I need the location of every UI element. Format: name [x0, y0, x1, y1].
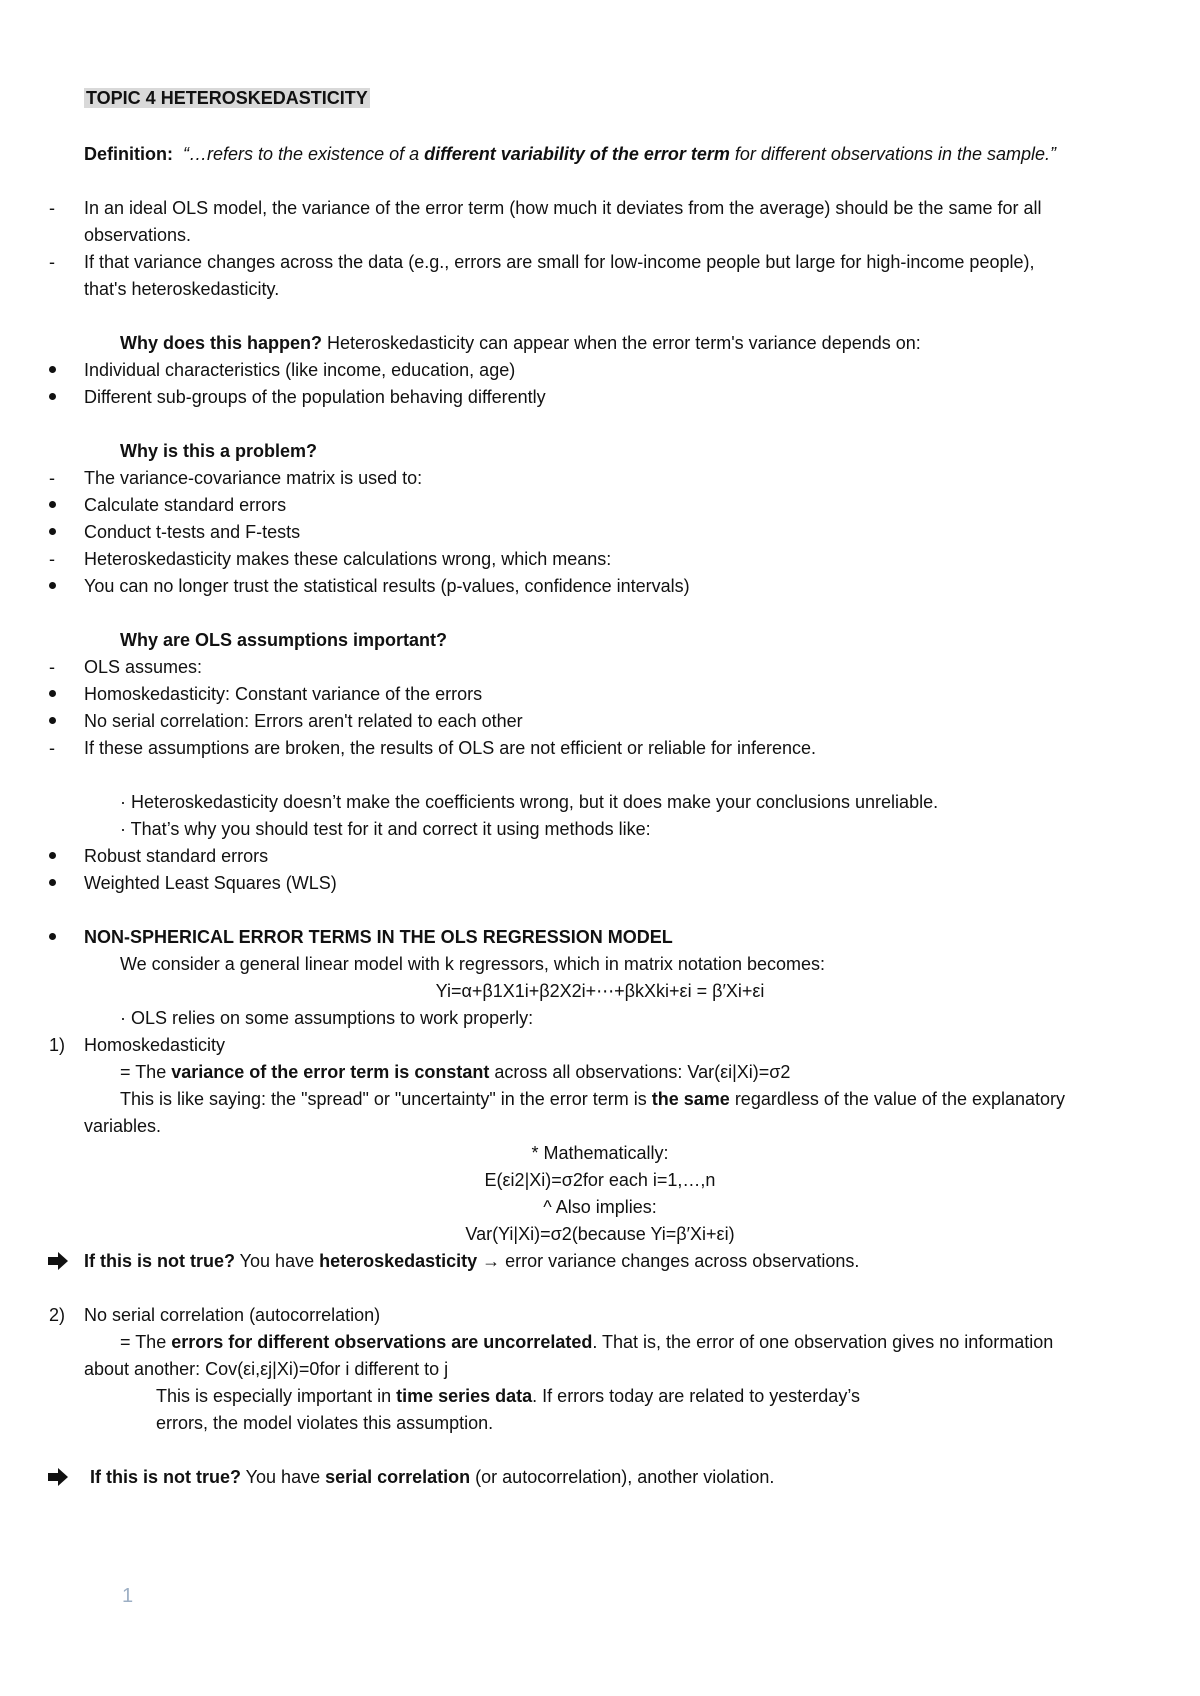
page-title: TOPIC 4 HETEROSKEDASTICITY — [86, 88, 368, 108]
body-line: errors, the model violates this assumption. — [156, 1413, 494, 1433]
intro-line: that's heteroskedasticity. — [84, 279, 280, 299]
body-line: = The errors for different observations are uncorrelated. That is, the error of one observation gives no information — [120, 1332, 1054, 1352]
list-item: Individual characteristics (like income, education, age) — [84, 360, 516, 380]
bullet-dot — [49, 501, 56, 508]
list-item: OLS assumes: — [84, 657, 203, 677]
consequence-line: If this is not true? You have serial correlation (or autocorrelation), another violation. — [90, 1467, 775, 1487]
math-line: Var(Yi|Xi)=σ2(because Yi=β′Xi+εi) — [465, 1224, 735, 1244]
body-line: This is like saying: the "spread" or "uncertainty" in the error term is the same regardless of the value of the explanatory — [120, 1089, 1066, 1109]
list-item: Weighted Least Squares (WLS) — [84, 873, 337, 893]
bullet-dot — [49, 528, 56, 535]
intro-line: If that variance changes across the data (e.g., errors are small for low-income people but large for high-income people), — [84, 252, 1035, 272]
assumption-title: Homoskedasticity — [84, 1035, 226, 1055]
equation: Yi=α+β1X1i+β2X2i+⋯+βkXki+εi = β′Xi+εi — [435, 981, 765, 1001]
page-number: 1 — [122, 1585, 134, 1607]
bullet-dot — [49, 690, 56, 697]
section-nonspherical: NON-SPHERICAL ERROR TERMS IN THE OLS REGRESSION MODEL — [84, 927, 673, 947]
section-why-happen: Why does this happen? Heteroskedasticity can appear when the error term's variance depends on: — [120, 333, 921, 353]
body-line: = The variance of the error term is constant across all observations: Var(εi|Xi)=σ2 — [120, 1062, 791, 1082]
bullet-dot — [49, 366, 56, 373]
body-line: about another: Cov(εi,εj|Xi)=0for i different to j — [84, 1359, 449, 1379]
list-item: You can no longer trust the statistical results (p-values, confidence intervals) — [84, 576, 690, 596]
arrow-icon — [46, 1465, 70, 1495]
body-line: variables. — [84, 1116, 162, 1136]
bullet-dot — [49, 582, 56, 589]
math-line: ^ Also implies: — [543, 1197, 657, 1217]
list-number: 2) — [49, 1305, 66, 1325]
intro-line: In an ideal OLS model, the variance of the error term (how much it deviates from the average) should be the same for all — [84, 198, 1042, 218]
list-number: 1) — [49, 1035, 66, 1055]
dash-marker: - — [49, 738, 55, 758]
bullet-dot — [49, 393, 56, 400]
dash-marker: - — [49, 549, 55, 569]
list-item: Calculate standard errors — [84, 495, 287, 515]
assumption-title: No serial correlation (autocorrelation) — [84, 1305, 381, 1325]
section-why-problem: Why is this a problem? — [120, 441, 318, 461]
list-item: Different sub-groups of the population behaving differently — [84, 387, 546, 407]
body-line: This is especially important in time series data. If errors today are related to yesterday’s — [156, 1386, 860, 1406]
list-item: No serial correlation: Errors aren't related to each other — [84, 711, 523, 731]
bullet-dot — [49, 933, 56, 940]
body-line: We consider a general linear model with k regressors, which in matrix notation becomes: — [120, 954, 825, 974]
list-item: The variance-covariance matrix is used to: — [84, 468, 423, 488]
dash-marker: - — [49, 468, 55, 488]
bullet-dot — [49, 879, 56, 886]
math-line: E(εi2|Xi)=σ2for each i=1,…,n — [484, 1170, 716, 1190]
bullet-dot — [49, 717, 56, 724]
list-item: Homoskedasticity: Constant variance of the errors — [84, 684, 483, 704]
body-line: · OLS relies on some assumptions to work properly: — [120, 1008, 534, 1028]
note-line: · That’s why you should test for it and correct it using methods like: — [120, 819, 651, 839]
list-item: Conduct t-tests and F-tests — [84, 522, 301, 542]
definition: Definition: “…refers to the existence of a different variability of the error term for different observations in the sample.” — [84, 144, 1057, 164]
list-item: If these assumptions are broken, the results of OLS are not efficient or reliable for inference. — [84, 738, 817, 758]
consequence-line: If this is not true? You have heteroskedasticity → error variance changes across observations. — [84, 1251, 860, 1271]
bullet-dot — [49, 852, 56, 859]
intro-line: observations. — [84, 225, 192, 245]
dash-marker: - — [49, 252, 55, 272]
section-why-ols: Why are OLS assumptions important? — [120, 630, 448, 650]
math-line: * Mathematically: — [531, 1143, 669, 1163]
list-item: Robust standard errors — [84, 846, 269, 866]
list-item: Heteroskedasticity makes these calculations wrong, which means: — [84, 549, 612, 569]
dash-marker: - — [49, 198, 55, 218]
note-line: · Heteroskedasticity doesn’t make the coefficients wrong, but it does make your conclusions unreliable. — [120, 792, 939, 812]
arrow-icon — [46, 1249, 70, 1279]
dash-marker: - — [49, 657, 55, 677]
